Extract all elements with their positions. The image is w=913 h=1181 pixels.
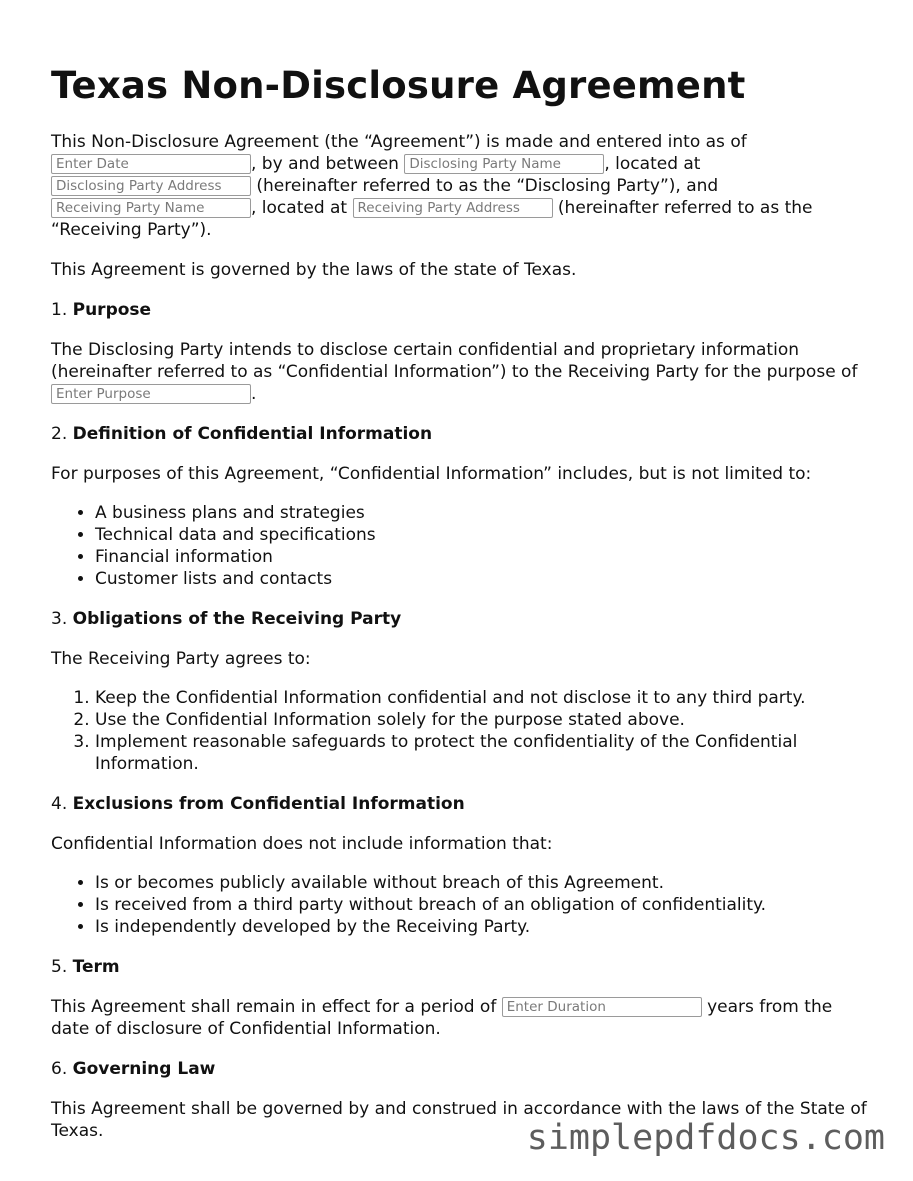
section-title: Term xyxy=(72,957,120,977)
receiving-party-address-field[interactable] xyxy=(353,198,553,218)
list-item: • Customer lists and contacts xyxy=(95,568,871,590)
duration-field[interactable] xyxy=(502,997,702,1017)
purpose-paragraph xyxy=(51,339,871,405)
intro-text-2: , by and between xyxy=(251,154,405,174)
list-item: 2. Use the Confidential Information solely for the purpose stated above. xyxy=(95,709,871,731)
intro-text-3: , located at xyxy=(604,154,701,174)
section-title: Exclusions from Confidential Information xyxy=(72,794,465,814)
confidential-info-list xyxy=(51,502,871,590)
section-title: Definition of Confidential Information xyxy=(72,424,433,444)
watermark: simplepdfdocs.com xyxy=(526,1118,885,1158)
intro-text-6: (hereinafter referred to as the “Receiving Party”). xyxy=(51,198,813,240)
date-field[interactable] xyxy=(51,154,251,174)
purpose-field[interactable] xyxy=(51,384,251,404)
obligations-list xyxy=(51,687,871,775)
list-item: 1. Keep the Confidential Information confidential and not disclose it to any third party. xyxy=(95,687,871,709)
purpose-end: . xyxy=(251,384,257,404)
governed-by-text: This Agreement is governed by the laws of the state of Texas. xyxy=(51,260,577,280)
intro-text-1: This Non-Disclosure Agreement (the “Agreement”) is made and entered into as of xyxy=(51,132,747,152)
section-number: 5. xyxy=(51,957,73,977)
list-item: • Is received from a third party without breach of an obligation of confidentiality. xyxy=(95,894,871,916)
section-6-heading xyxy=(51,1058,871,1080)
document-page xyxy=(51,62,871,1142)
list-item: • A business plans and strategies xyxy=(95,502,871,524)
purpose-text: The Disclosing Party intends to disclose certain confidential and proprietary information (hereinafter referred to as “Confidential Information”) to the Receiving Party for the purpose of xyxy=(51,340,858,382)
receiving-party-name-field[interactable] xyxy=(51,198,251,218)
section-1-heading xyxy=(51,299,871,321)
section-2-heading xyxy=(51,423,871,445)
term-text-2: years from the date of disclosure of Confidential Information. xyxy=(51,997,833,1039)
list-item: 3. Implement reasonable safeguards to protect the confidentiality of the Confidential Information. xyxy=(95,731,871,775)
section-number: 6. xyxy=(51,1059,73,1079)
list-item: • Technical data and specifications xyxy=(95,524,871,546)
intro-text-5: , located at xyxy=(251,198,353,218)
intro-paragraph xyxy=(51,131,871,241)
disclosing-party-name-field[interactable] xyxy=(404,154,604,174)
term-text-1: This Agreement shall remain in effect for a period of xyxy=(51,997,502,1017)
section-number: 4. xyxy=(51,794,73,814)
list-item: • Is or becomes publicly available without breach of this Agreement. xyxy=(95,872,871,894)
governing-law-text: This Agreement shall be governed by and construed in accordance with the laws of the State of Texas. xyxy=(51,1099,867,1141)
list-item: • Is independently developed by the Receiving Party. xyxy=(95,916,871,938)
section-number: 1. xyxy=(51,300,73,320)
exclusions-list xyxy=(51,872,871,938)
document-title: Texas Non-Disclosure Agreement xyxy=(51,64,746,107)
section-5-heading xyxy=(51,956,871,978)
section-title: Purpose xyxy=(72,300,152,320)
exclusions-text: Confidential Information does not include information that: xyxy=(51,834,553,854)
list-item: • Financial information xyxy=(95,546,871,568)
term-paragraph xyxy=(51,996,871,1040)
section-number: 2. xyxy=(51,424,73,444)
section-title: Obligations of the Receiving Party xyxy=(72,609,402,629)
intro-text-4: (hereinafter referred to as the “Disclosing Party”), and xyxy=(251,176,719,196)
section-title: Governing Law xyxy=(72,1059,216,1079)
section-4-heading xyxy=(51,793,871,815)
section-3-heading xyxy=(51,608,871,630)
section-number: 3. xyxy=(51,609,73,629)
definition-text: For purposes of this Agreement, “Confidential Information” includes, but is not limited to: xyxy=(51,464,812,484)
disclosing-party-address-field[interactable] xyxy=(51,176,251,196)
obligations-text: The Receiving Party agrees to: xyxy=(51,649,311,669)
